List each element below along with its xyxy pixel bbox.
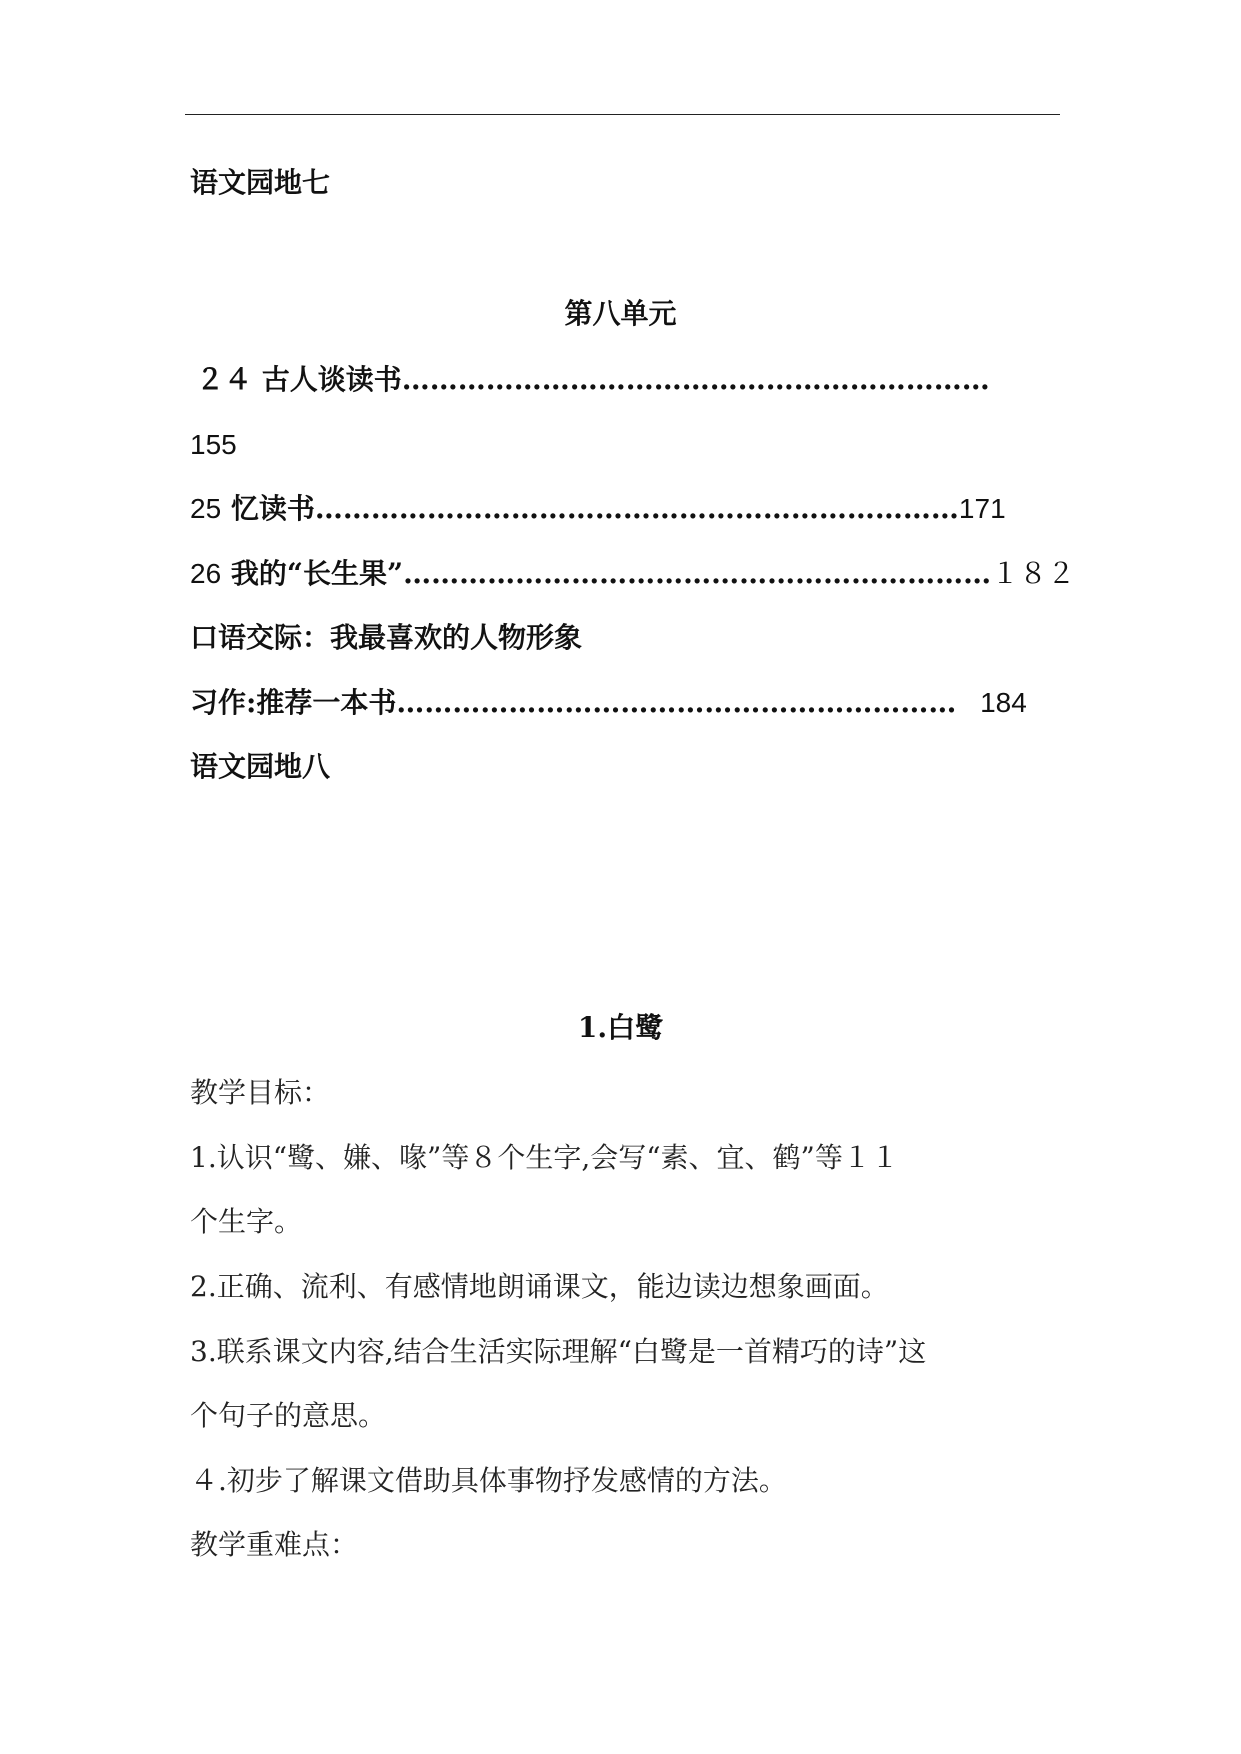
objective-line: 个生字。 xyxy=(190,1205,303,1238)
toc-entry-number: ２４ xyxy=(196,363,253,396)
toc-entry-number: 25 xyxy=(190,493,222,524)
toc-entry-title: 我的“长生果” xyxy=(230,557,404,590)
lesson-title: 1.白鹭 xyxy=(577,1011,664,1044)
toc-unit7-garden: 语文园地七 xyxy=(190,166,331,199)
toc-writing[interactable] xyxy=(190,685,1027,721)
header-rule xyxy=(185,114,1060,115)
objective-line: 2.正确、流利、有感情地朗诵课文，能边读边想象画面。 xyxy=(190,1270,889,1303)
toc-leader-dots: ……………………………………………………… xyxy=(403,557,992,590)
objective-line: ４.初步了解课文借助具体事物抒发感情的方法。 xyxy=(190,1464,787,1497)
toc-leader-dots: …………………………………………………… xyxy=(396,686,957,719)
toc-entry-24[interactable] xyxy=(196,362,990,398)
toc-unit8-heading: 第八单元 xyxy=(564,297,677,330)
toc-writing-page: 184 xyxy=(980,687,1027,718)
objectives-label: 教学目标： xyxy=(190,1076,331,1109)
toc-entry-title: 古人谈读书 xyxy=(261,363,402,396)
toc-entry-page: 171 xyxy=(958,493,1006,524)
toc-entry-page: 155 xyxy=(190,429,237,460)
toc-leader-dots: ……………………………………………………… xyxy=(401,363,990,396)
objective-line: 1.认识“鹭、嫌、喙”等８个生字,会写“素、宜、鹤”等１１ xyxy=(190,1141,899,1174)
toc-writing-title: 习作:推荐一本书 xyxy=(190,686,397,719)
objective-line: 个句子的意思。 xyxy=(190,1399,387,1432)
toc-oral-communication[interactable]: 口语交际：我最喜欢的人物形象 xyxy=(190,621,583,654)
toc-unit8-garden[interactable]: 语文园地八 xyxy=(190,750,331,783)
toc-entry-title: 忆读书 xyxy=(230,492,315,525)
toc-leader-dots: …………………………………………………………… xyxy=(314,492,959,525)
toc-entry-26[interactable] xyxy=(190,556,1075,592)
toc-entry-page: １８２ xyxy=(991,558,1076,589)
difficulty-label: 教学重难点： xyxy=(190,1528,359,1561)
toc-entry-25[interactable] xyxy=(190,491,1006,527)
toc-entry-number: 26 xyxy=(190,558,222,589)
objective-line: 3.联系课文内容,结合生活实际理解“白鹭是一首精巧的诗”这 xyxy=(190,1335,927,1368)
